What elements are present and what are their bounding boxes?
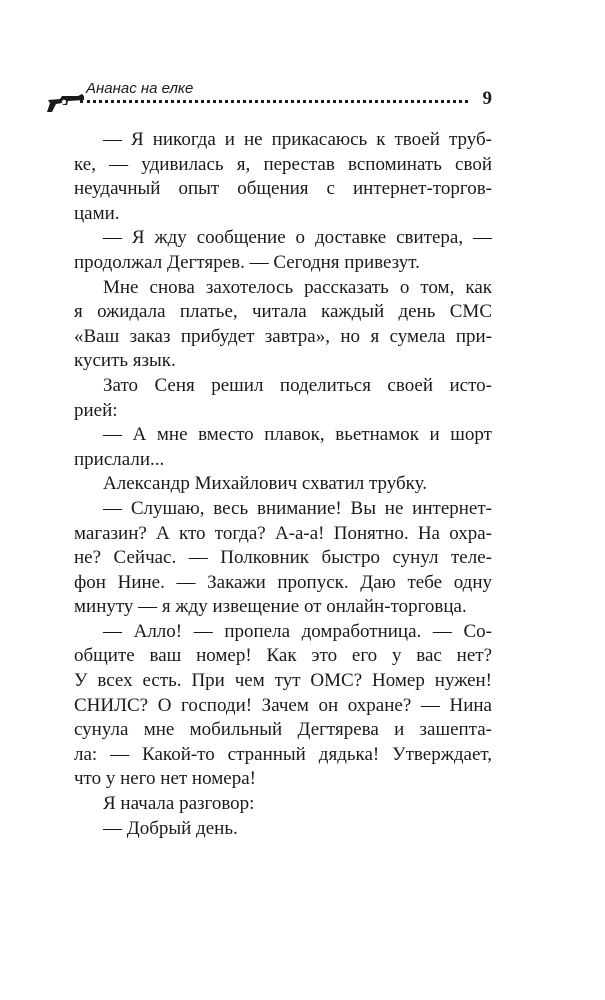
text-line: У всех есть. При чем тут ОМС? Номер нужен! bbox=[74, 670, 492, 692]
paragraph bbox=[74, 423, 492, 472]
text-line: — Я никогда и не прикасаюсь к твоей труб- bbox=[103, 129, 492, 150]
text-line: СНИЛС? О господи! Зачем он охране? — Нина bbox=[74, 694, 492, 716]
text-line: цами. bbox=[74, 202, 120, 224]
text-line: не? Сейчас. — Полковник быстро сунул теле- bbox=[74, 547, 492, 569]
paragraph bbox=[74, 276, 492, 374]
text-line: ке, — удивилась я, перестав вспоминать свой bbox=[74, 153, 492, 175]
paragraph bbox=[74, 226, 492, 275]
paragraph bbox=[74, 128, 492, 226]
text-line: «Ваш заказ прибудет завтра», но я сумела при- bbox=[74, 325, 492, 347]
paragraph bbox=[74, 817, 492, 842]
text-line: ла: — Какой-то странный дядька! Утверждает, bbox=[74, 743, 492, 765]
text-line: сунула мне мобильный Дегтярева и зашепта- bbox=[74, 719, 492, 741]
text-line: — А мне вместо плавок, вьетнамок и шорт bbox=[103, 424, 492, 446]
text-line: минуту — я жду извещение от онлайн-торговца. bbox=[74, 596, 467, 618]
text-line: рией: bbox=[74, 399, 118, 421]
text-line: — Я жду сообщение о доставке свитера, — bbox=[103, 227, 492, 249]
page-number: 9 bbox=[482, 88, 492, 109]
body-text bbox=[74, 128, 492, 841]
paragraph bbox=[74, 792, 492, 817]
text-line: общите ваш номер! Как это его у вас нет? bbox=[74, 645, 492, 667]
paragraph bbox=[74, 620, 492, 792]
text-line: кусить язык. bbox=[74, 350, 176, 372]
running-header bbox=[46, 80, 494, 122]
text-line: магазин? А кто тогда? А-а-а! Понятно. На охра- bbox=[74, 522, 492, 544]
text-line: Александр Михайлович схватил трубку. bbox=[103, 473, 427, 495]
text-line: я ожидала платье, читала каждый день СМС bbox=[74, 301, 492, 323]
running-title: Ананас на елке bbox=[86, 80, 194, 97]
text-line: что у него нет номера! bbox=[74, 768, 256, 790]
text-line: фон Нине. — Закажи пропуск. Даю тебе одну bbox=[74, 571, 492, 593]
text-line: продолжал Дегтярев. — Сегодня привезут. bbox=[74, 251, 420, 273]
paragraph bbox=[74, 497, 492, 620]
paragraph bbox=[74, 472, 492, 497]
text-line: неудачный опыт общения с интернет-торгов- bbox=[74, 178, 492, 200]
text-line: прислали... bbox=[74, 448, 165, 470]
text-line: — Слушаю, весь внимание! Вы не интернет- bbox=[103, 497, 492, 519]
text-line: — Алло! — пропела домработница. — Со- bbox=[103, 620, 492, 642]
paragraph bbox=[74, 374, 492, 423]
text-line: Зато Сеня решил поделиться своей исто- bbox=[103, 374, 492, 396]
text-line: Мне снова захотелось рассказать о том, как bbox=[103, 276, 492, 298]
dotted-leader bbox=[80, 100, 468, 103]
text-line: Я начала разговор: bbox=[103, 793, 255, 815]
text-line: — Добрый день. bbox=[103, 817, 238, 839]
